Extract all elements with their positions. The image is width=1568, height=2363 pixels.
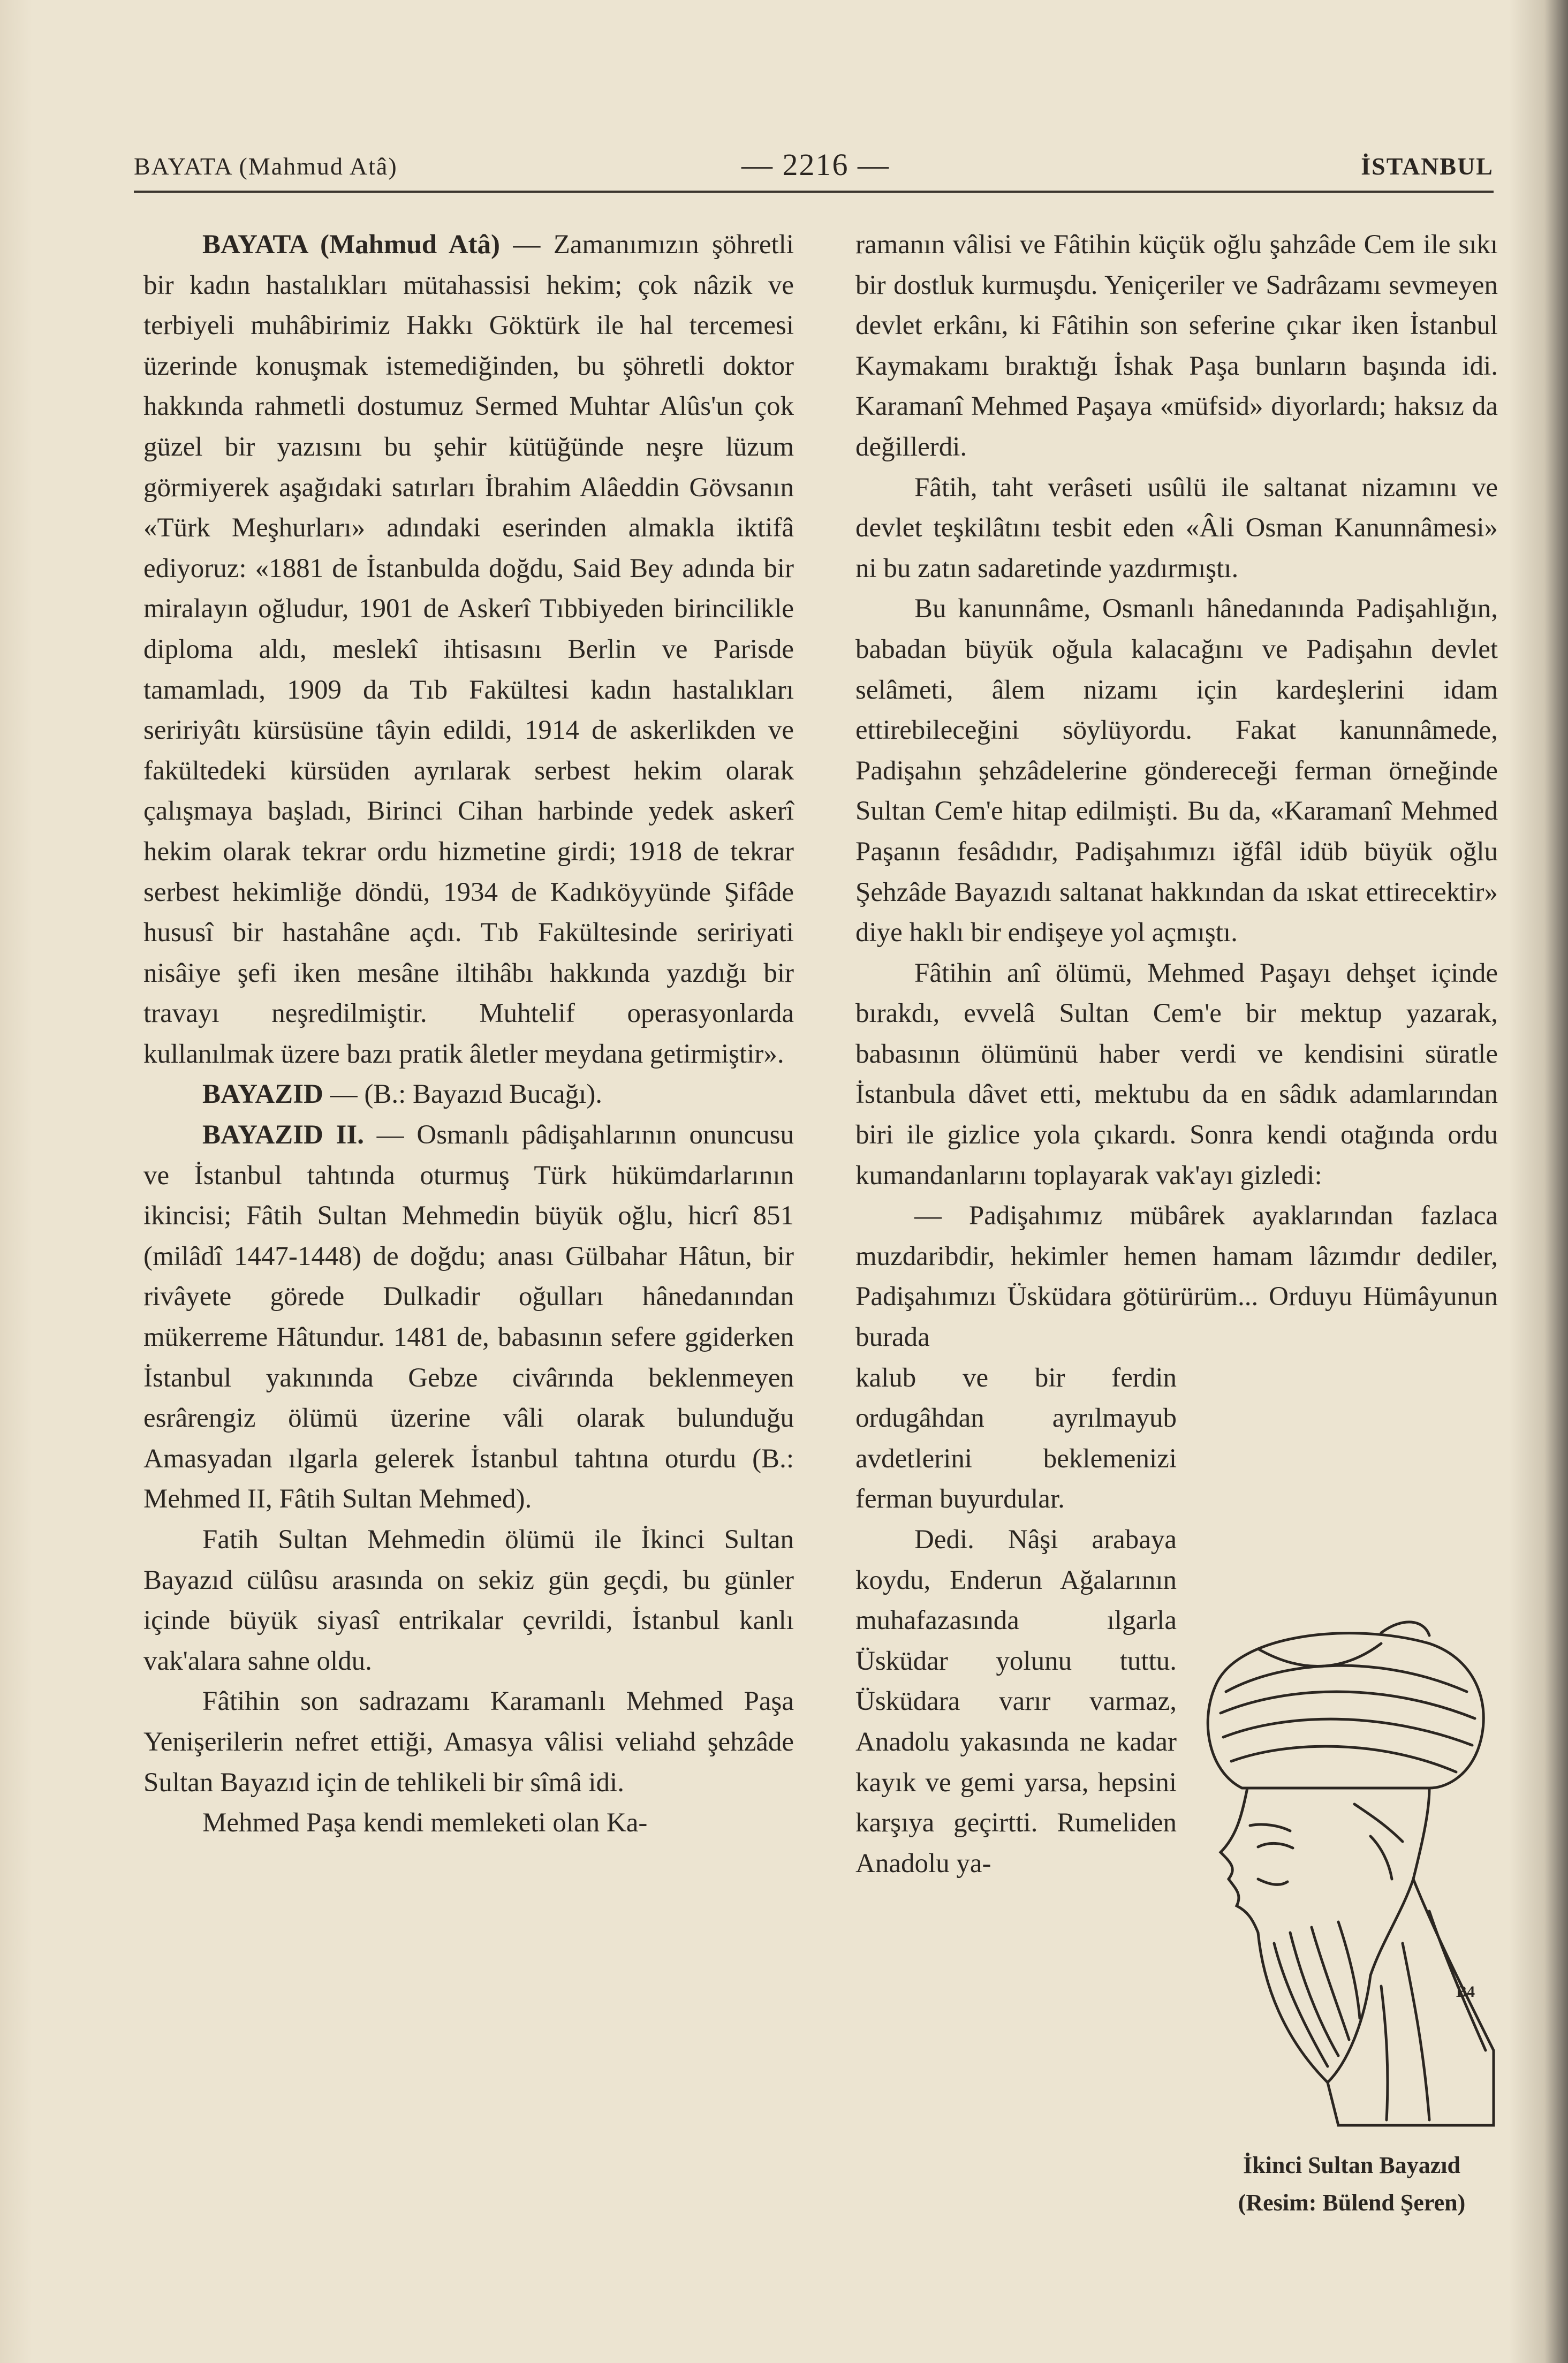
paragraph: Dedi. Nâşi arabaya koydu, Enderun Ağalarının muhafazasında ılgarla Üsküdar yolunu tuttu. Üsküdara varır varmaz, Anadolu yakasında ne kadar kayık ve gemi yarsa, hepsini karşıya geçirtti. Rumeliden Anadolu ya- xyxy=(855,1525,1177,1879)
left-column xyxy=(143,225,794,1844)
caption-title: İkinci Sultan Bayazıd xyxy=(1243,2152,1460,2178)
paragraph: — Padişahımız mübârek ayaklarından fazlaca muzdaribdir, hekimler hemen hamam lâzımdır dediler, Padişahımızı Üsküdara götürürüm... Orduyu Hümâyunun burada xyxy=(855,1201,1498,1353)
page-number: — 2216 — xyxy=(741,147,890,182)
header-rule xyxy=(134,191,1494,193)
entry-heading: BAYATA (Mahmud Atâ) xyxy=(202,230,501,260)
paragraph: Fatih Sultan Mehmedin ölümü ile İkinci Sultan Bayazıd cülûsu arasında on sekiz gün geçdi, bu günler içinde büyük siyasî entrikalar çevrildi, İstanbul kanlı vak'alara sahne oldu. xyxy=(143,1525,794,1676)
portrait-caption xyxy=(1196,2147,1507,2222)
artist-signature: B4 xyxy=(1456,1983,1475,2001)
entry-body: — Zamanımızın şöhretli bir kadın hastalıkları mütahassisi hekim; çok nâzik ve terbiyeli muhâbirimiz Hakkı Göktürk ile hal tercemesi üzerinde konuşmak istemediğinden, bu şöhretli doktor hakkında rahmetli dostumuz Sermed Muhtar Alûs'un çok güzel bir yazısını bu şehir kütüğünde neşre lüzum görmiyerek aşağıdaki satırları İbrahim Alâeddin Gövsanın «Türk Meşhurları» adındaki eserinden almakla iktifâ ediyoruz: «1881 de İstanbulda doğdu, Said Bey adında bir miralayın oğludur, 1901 de Askerî Tıbbiyeden birincilikle diploma aldı, meslekî ihtisasını Berlin ve Parisde tamamladı, 1909 da Tıb Fakültesi kadın hastalıkları seririyâtı kürsüsüne tâyin edildi, 1914 de askerlikden ve fakültedeki kürsüden ayrılarak serbest hekim olarak çalışmaya başladı, Birinci Cihan harbinde yedek askerî hekim olarak tekrar ordu hizmetine girdi; 1918 de tekrar serbest hekimliğe döndü, 1934 de Kadıköyyünde Şifâde hususî bir hastahâne açdı. Tıb Fakültesinde seririyati nisâiye şefi iken mesâne iltihâbı hakkında yazdığı bir travayı neşredilmiştir. Muhtelif operasyonlarda kullanılmak üzere bazı pratik âletler meydana getirmiştir». xyxy=(143,230,794,1069)
paragraph: Fâtih, taht verâseti usûlü ile saltanat nizamını ve devlet teşkilâtını tesbit eden «Âli Osman Kanunnâmesi» ni bu zatın sadaretinde yazdırmıştı. xyxy=(855,472,1498,584)
paragraph: kalub ve bir ferdin ordugâhdan ayrılmayub avdetlerini beklemenizi ferman buyurdular. xyxy=(855,1362,1177,1514)
paragraph: Fâtihin son sadrazamı Karamanlı Mehmed Paşa Yenişerilerin nefret ettiği, Amasya vâlisi veliahd şehzâde Sultan Bayazıd için de tehlikeli bir sîmâ idi. xyxy=(143,1686,794,1798)
running-header xyxy=(134,143,1494,186)
entry-body: — Osmanlı pâdişahlarının onuncusu ve İstanbul tahtında oturmuş Türk hükümdarlarının ikincisi; Fâtih Sultan Mehmedin büyük oğlu, hicrî 851 (milâdî 1447-1448) de doğdu; anası Gülbahar Hâtun, bir rivâyete görede Dulkadir oğulları hânedanından mükerreme Hâtundur. 1481 de, babasının sefere ggiderken İstanbul yakınında Gebze civârında beklenmeyen esrârengiz ölümü üzerine vâli olarak bulunduğu Amasyadan ılgarla gelerek İstanbul tahtına oturdu (B.: Mehmed II, Fâtih Sultan Mehmed). xyxy=(143,1120,794,1514)
text-beside-portrait xyxy=(855,1358,1177,1884)
entry-bayazid xyxy=(143,1074,794,1115)
header-entry-name: BAYATA (Mahmud Atâ) xyxy=(134,153,398,180)
turban-outline xyxy=(1208,1633,1483,1788)
header-publication-title: İSTANBUL xyxy=(1361,153,1494,180)
entry-heading: BAYAZID xyxy=(202,1079,323,1110)
page-edge-shadow-right xyxy=(1509,0,1568,2363)
entry-heading: BAYAZID II. xyxy=(202,1120,364,1150)
portrait-illustration xyxy=(1178,1611,1499,2131)
caption-credit: (Resim: Bülend Şeren) xyxy=(1238,2190,1466,2216)
paragraph: ramanın vâlisi ve Fâtihin küçük oğlu şahzâde Cem ile sıkı bir dostluk kurmuşdu. Yeniçeriler ve Sadrâzamı sevmeyen devlet erkânı, ki Fâtihin son seferine çıkar iken İstanbul Kaymakamı bıraktığı İshak Paşa bunların başında idi. Karamanî Mehmed Paşaya «müfsid» diyorlardı; haksız da değillerdi. xyxy=(855,230,1498,462)
paragraph: Fâtihin anî ölümü, Mehmed Paşayı dehşet içinde bırakdı, evvelâ Sultan Cem'e bir mektup yazarak, babasının ölümünü haber verdi ve kendisini süratle İstanbula dâvet etti, mektubu da en sâdık adamlarından biri ile gizlice yola çıkardı. Sonra kendi otağında ordu kumandanlarını toplayarak vak'ayı gizledi: xyxy=(855,958,1498,1191)
paragraph: Mehmed Paşa kendi memleketi olan Ka- xyxy=(202,1808,648,1838)
paragraph: Bu kanunnâme, Osmanlı hânedanında Padişahlığın, babadan büyük oğula kalacağını ve Padişahın devlet selâmeti, âlem nizamı için kardeşlerini idam ettirebileceğini söylüyordu. Fakat kanunnâmede, Padişahın şehzâdelerine göndereceği ferman örneğinde Sultan Cem'e hitap edilmişti. Bu da, «Karamanî Mehmed Paşanın fesâdıdır, Padişahımızı iğfâl idüb büyük oğlu Şehzâde Bayazıdı saltanat hakkından da ıskat ettirecektir» diye haklı bir endişeye yol açmıştı. xyxy=(855,594,1498,948)
robe-outline xyxy=(1328,1879,1494,2125)
entry-bayazid-ii xyxy=(143,1115,794,1520)
page-edge-shadow-left xyxy=(0,0,32,2363)
entry-bayata xyxy=(143,225,794,1074)
face-profile xyxy=(1221,1788,1258,1933)
entry-body: — (B.: Bayazıd Bucağı). xyxy=(323,1079,603,1110)
